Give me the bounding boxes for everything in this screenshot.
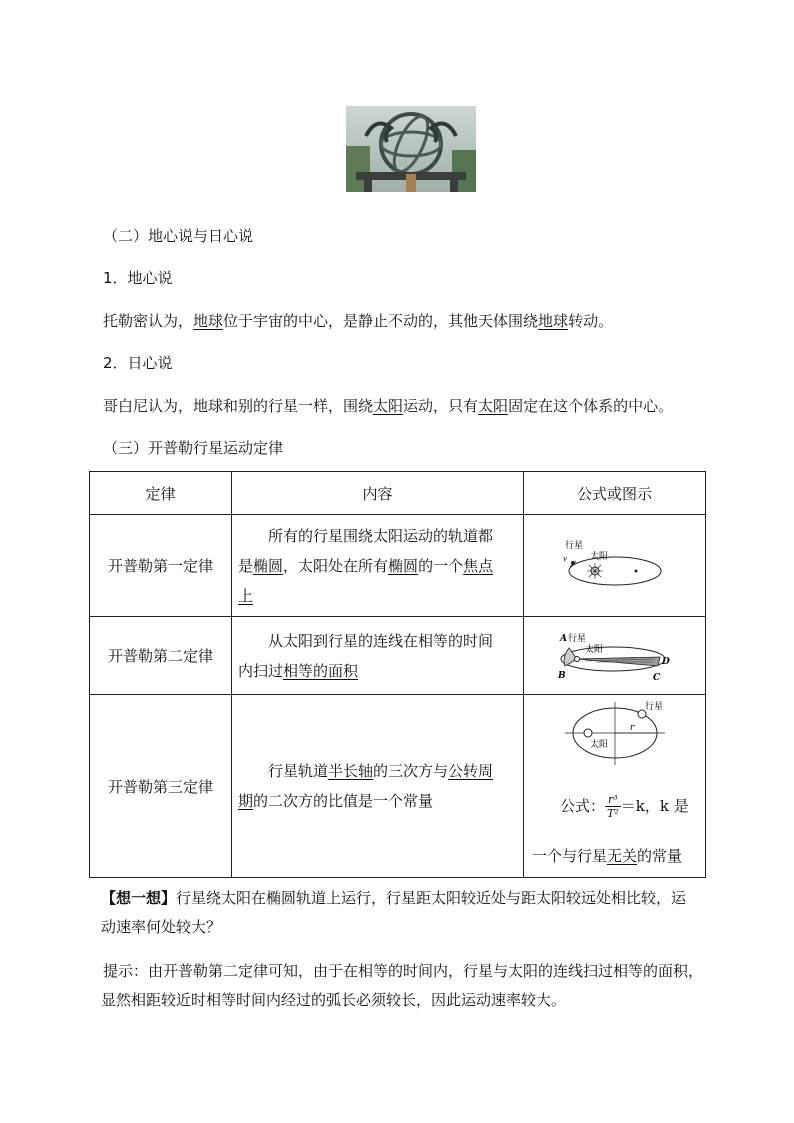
heliocentric-paragraph: 哥白尼认为，地球和别的行星一样，围绕太阳运动，只有太阳固定在这个体系的中心。 [103,397,674,415]
ellipse-orbit-diagram [560,536,670,592]
law-figure [524,695,706,878]
law-name: 开普勒第三定律 [90,695,232,878]
law-figure [524,515,706,617]
point-c-label: C [652,672,660,682]
hint-paragraph: 提示：由开普勒第二定律可知，由于在相等的时间内，行星与太阳的连线扫过相等的面积， 显然相距较近时相等时间内经过的弧长必须较长，因此运动速率较大。 [101,962,704,1009]
geocentric-title: 1．地心说 [103,269,173,287]
law-name: 开普勒第一定律 [90,515,232,617]
header-formula: 公式或图示 [524,472,706,515]
point-d-label: D [661,656,670,667]
planet-label: 行星 [564,540,583,551]
formula-note: 一个与行星无关的常量 [532,847,683,865]
sun-icon [574,656,579,661]
table-header-row [90,472,706,515]
section-heading-3: （三）开普勒行星运动定律 [103,439,284,457]
table-row [90,617,706,695]
kepler-fraction: $\frac{\text{r³}}{\text{T²}}$ [607,793,619,820]
planet-label: 行星 [644,702,663,712]
section-heading-2: （二）地心说与日心说 [103,227,254,245]
sun-label: 太阳 [589,551,608,562]
law-figure [524,617,706,695]
think-tag: 【想一想】 [101,889,177,907]
sun-label: 太阳 [589,740,608,750]
point-a-label: A [559,633,567,644]
focus-dot [634,569,637,572]
law-name: 开普勒第二定律 [90,617,232,695]
formula-line: 公式： $\frac{\text{r³}}{\text{T²}}$ ＝k，k 是 [560,793,689,820]
sun-label: 太阳 [584,644,603,655]
heliocentric-title: 2．日心说 [103,354,173,372]
geocentric-paragraph: 托勒密认为，地球位于宇宙的中心，是静止不动的，其他天体围绕地球转动。 [103,312,614,330]
point-b-label: B [557,670,566,681]
equal-area-diagram [555,626,675,682]
velocity-label: v [562,554,567,563]
sun-icon [584,729,592,737]
armillary-sphere-photo [346,106,476,192]
law-content: 行星轨道半长轴的三次方与公转周 期的二次方的比值是一个常量 [232,695,524,878]
law-content: 从太阳到行星的连线在相等的时间 内扫过相等的面积 [232,617,524,695]
planet-label: 行星 [567,633,586,644]
kepler-laws-table [89,471,706,878]
table-row [90,695,706,878]
header-law: 定律 [90,472,232,515]
law-content: 所有的行星围绕太阳运动的轨道都 是椭圆，太阳处在所有椭圆的一个焦点 上 [232,515,524,617]
table-row [90,515,706,617]
think-paragraph: 【想一想】行星绕太阳在椭圆轨道上运行，行星距太阳较近处与距太阳较远处相比较，运 动速率何处较大？ [101,889,687,936]
header-content: 内容 [232,472,524,515]
semi-major-axis-diagram [560,699,670,767]
radius-label: r [629,723,634,733]
